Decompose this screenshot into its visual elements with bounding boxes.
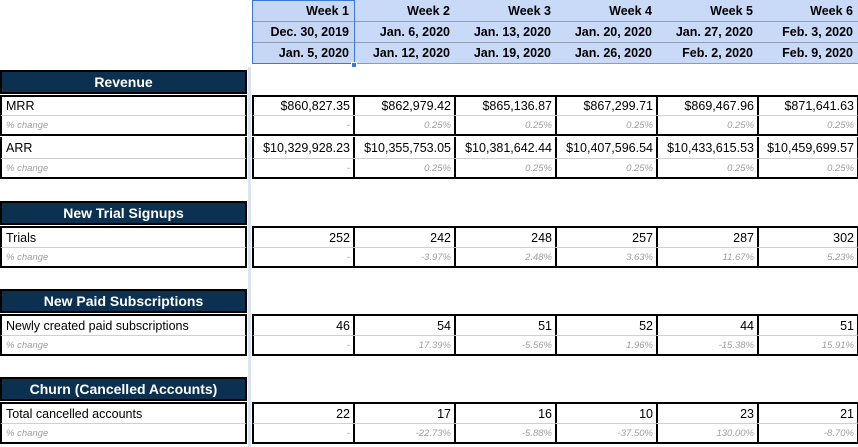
value-cell[interactable]: 10 — [556, 402, 658, 424]
value-cell[interactable]: 242 — [354, 226, 456, 248]
value-cell[interactable]: 16 — [455, 402, 557, 424]
value-cell[interactable]: 51 — [455, 314, 557, 336]
percent-change-cell[interactable]: 0.25% — [455, 116, 557, 136]
value-cell[interactable]: $10,329,928.23 — [252, 137, 355, 159]
value-cell[interactable]: $867,299.71 — [556, 95, 658, 116]
percent-change-cell[interactable]: - — [252, 424, 355, 444]
value-cell[interactable]: $860,827.35 — [252, 95, 355, 116]
percent-change-cell[interactable]: 0.25% — [556, 159, 658, 179]
week-label-cell[interactable]: Week 3 — [455, 0, 557, 22]
week-end-cell[interactable]: Feb. 2, 2020 — [657, 43, 759, 64]
section-header: New Paid Subscriptions — [0, 289, 247, 313]
metric-label[interactable]: Total cancelled accounts — [0, 402, 247, 424]
week-label-cell[interactable]: Week 5 — [657, 0, 759, 22]
value-cell[interactable]: 54 — [354, 314, 456, 336]
week-end-cell[interactable]: Jan. 5, 2020 — [252, 43, 355, 64]
percent-change-cell[interactable]: 0.25% — [657, 159, 759, 179]
percent-change-cell[interactable]: - — [252, 336, 355, 356]
percent-change-cell[interactable]: 2.48% — [455, 248, 557, 268]
value-cell[interactable]: $10,433,615.53 — [657, 137, 759, 159]
metric-label[interactable]: Newly created paid subscriptions — [0, 314, 247, 336]
percent-change-cell[interactable]: - — [252, 159, 355, 179]
week-start-cell[interactable]: Jan. 27, 2020 — [657, 22, 759, 43]
week-end-cell[interactable]: Jan. 12, 2020 — [354, 43, 456, 64]
value-cell[interactable]: $871,641.63 — [758, 95, 858, 116]
percent-change-cell[interactable]: 0.25% — [657, 116, 759, 136]
week-start-cell[interactable]: Dec. 30, 2019 — [252, 22, 355, 43]
percent-change-cell[interactable]: -3.97% — [354, 248, 456, 268]
percent-change-cell[interactable]: 17.39% — [354, 336, 456, 356]
percent-change-cell[interactable]: -5.56% — [455, 336, 557, 356]
value-cell[interactable]: 23 — [657, 402, 759, 424]
value-cell[interactable]: 287 — [657, 226, 759, 248]
percent-change-cell[interactable]: 0.25% — [556, 116, 658, 136]
week-label-cell[interactable]: Week 2 — [354, 0, 456, 22]
percent-change-cell[interactable]: 15.91% — [758, 336, 858, 356]
selection-drag-handle[interactable] — [351, 62, 357, 68]
value-cell[interactable]: $862,979.42 — [354, 95, 456, 116]
metric-label[interactable]: MRR — [0, 95, 247, 116]
week-label-cell[interactable]: Week 6 — [758, 0, 858, 22]
value-cell[interactable]: $865,136.87 — [455, 95, 557, 116]
week-start-cell[interactable]: Jan. 13, 2020 — [455, 22, 557, 43]
percent-change-label[interactable]: % change — [0, 116, 247, 136]
percent-change-cell[interactable]: -37.50% — [556, 424, 658, 444]
percent-change-label[interactable]: % change — [0, 248, 247, 268]
percent-change-cell[interactable]: 0.25% — [354, 116, 456, 136]
percent-change-cell[interactable]: 0.25% — [758, 116, 858, 136]
value-cell[interactable]: $10,459,699.57 — [758, 137, 858, 159]
value-cell[interactable]: 302 — [758, 226, 858, 248]
week-end-cell[interactable]: Jan. 19, 2020 — [455, 43, 557, 64]
percent-change-cell[interactable]: -8.70% — [758, 424, 858, 444]
percent-change-label[interactable]: % change — [0, 424, 247, 444]
percent-change-cell[interactable]: 0.25% — [758, 159, 858, 179]
value-cell[interactable]: 17 — [354, 402, 456, 424]
week-end-cell[interactable]: Feb. 9, 2020 — [758, 43, 858, 64]
week-start-cell[interactable]: Jan. 20, 2020 — [556, 22, 658, 43]
week-label-cell[interactable]: Week 1 — [252, 0, 355, 22]
section-header: Churn (Cancelled Accounts) — [0, 377, 247, 401]
section-header: New Trial Signups — [0, 201, 247, 225]
percent-change-cell[interactable]: 11.67% — [657, 248, 759, 268]
value-cell[interactable]: 22 — [252, 402, 355, 424]
percent-change-cell[interactable]: 130.00% — [657, 424, 759, 444]
week-end-cell[interactable]: Jan. 26, 2020 — [556, 43, 658, 64]
percent-change-cell[interactable]: -22.73% — [354, 424, 456, 444]
percent-change-cell[interactable]: 5.23% — [758, 248, 858, 268]
value-cell[interactable]: $10,355,753.05 — [354, 137, 456, 159]
week-start-cell[interactable]: Feb. 3, 2020 — [758, 22, 858, 43]
metric-label[interactable]: Trials — [0, 226, 247, 248]
week-label-cell[interactable]: Week 4 — [556, 0, 658, 22]
value-cell[interactable]: $10,381,642.44 — [455, 137, 557, 159]
value-cell[interactable]: 51 — [758, 314, 858, 336]
value-cell[interactable]: 21 — [758, 402, 858, 424]
percent-change-cell[interactable]: 1.96% — [556, 336, 658, 356]
metric-label[interactable]: ARR — [0, 137, 247, 159]
value-cell[interactable]: $10,407,596.54 — [556, 137, 658, 159]
percent-change-cell[interactable]: 0.25% — [354, 159, 456, 179]
week-start-cell[interactable]: Jan. 6, 2020 — [354, 22, 456, 43]
percent-change-cell[interactable]: 3.63% — [556, 248, 658, 268]
percent-change-label[interactable]: % change — [0, 336, 247, 356]
percent-change-cell[interactable]: -15.38% — [657, 336, 759, 356]
percent-change-cell[interactable]: - — [252, 248, 355, 268]
percent-change-cell[interactable]: -5.88% — [455, 424, 557, 444]
percent-change-cell[interactable]: 0.25% — [455, 159, 557, 179]
value-cell[interactable]: $869,467.96 — [657, 95, 759, 116]
frozen-column-divider[interactable] — [248, 67, 251, 447]
section-header: Revenue — [0, 70, 247, 94]
percent-change-label[interactable]: % change — [0, 159, 247, 179]
value-cell[interactable]: 52 — [556, 314, 658, 336]
value-cell[interactable]: 257 — [556, 226, 658, 248]
percent-change-cell[interactable]: - — [252, 116, 355, 136]
value-cell[interactable]: 44 — [657, 314, 759, 336]
value-cell[interactable]: 248 — [455, 226, 557, 248]
value-cell[interactable]: 46 — [252, 314, 355, 336]
value-cell[interactable]: 252 — [252, 226, 355, 248]
